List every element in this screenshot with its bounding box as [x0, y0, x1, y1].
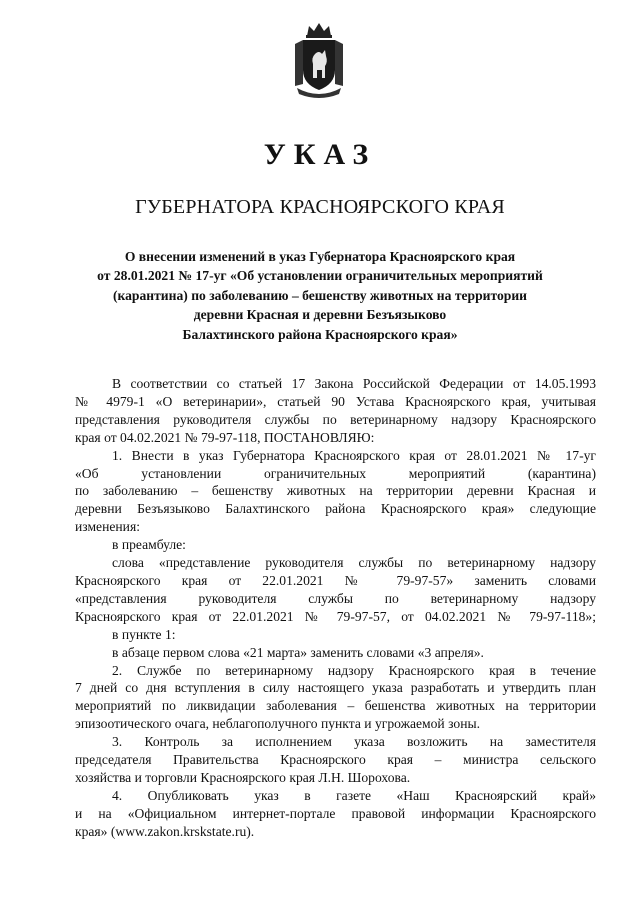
body-line: края» (www.zakon.krskstate.ru).: [75, 823, 255, 839]
body-line: 3. Контроль за исполнением указа возложить на заместителя: [112, 734, 596, 750]
body-line: 4. Опубликовать указ в газете «Наш Красноярский край»: [112, 787, 596, 803]
body-line: «Об установлении ограничительных мероприятий (карантина): [75, 465, 596, 481]
body-line: изменения:: [75, 519, 140, 535]
body-line: и на «Официальном интернет-портале правовой информации Красноярского: [75, 805, 596, 821]
document-body: [75, 375, 596, 841]
body-line: хозяйства и торговли Красноярского края Л.Н. Шорохова.: [75, 769, 411, 785]
document-title: УКАЗ: [263, 138, 377, 171]
body-line: в пункте 1:: [112, 626, 176, 642]
body-line: в преамбуле:: [112, 537, 186, 553]
body-line: «представления руководителя службы по ветеринарному надзору: [75, 590, 596, 606]
body-line: 7 дней со дня вступления в силу настоящего указа разработать и утвердить план: [75, 680, 596, 696]
body-line: В соответствии со статьей 17 Закона Российской Федерации от 14.05.1993: [112, 376, 596, 391]
body-line: эпизоотического очага, неблагополучного пункта и угрожаемой зоны.: [75, 716, 480, 732]
body-line: по заболеванию – бешенству животных на территории деревни Красная и: [75, 483, 596, 499]
subject-line: Балахтинского района Красноярского края»: [182, 326, 458, 342]
coat-of-arms-emblem: [289, 20, 349, 100]
body-line: деревни Безъязыково Балахтинского района Красноярского края» следующие: [75, 501, 596, 517]
body-line: мероприятий по ликвидации заболевания – бешенства животных на территории: [75, 698, 596, 714]
subject-line: деревни Красная и деревни Безъязыково: [193, 307, 447, 323]
body-line: края от 04.02.2021 № 79-97-118, ПОСТАНОВЛЯЮ:: [75, 429, 375, 445]
body-line: представления руководителя службы по ветеринарному надзору Красноярского: [75, 411, 596, 427]
document-issuer: ГУБЕРНАТОРА КРАСНОЯРСКОГО КРАЯ: [135, 196, 505, 218]
subject-line: (карантина) по заболеванию – бешенству животных на территории: [112, 287, 528, 303]
body-line: Красноярского края от 22.01.2021 № 79-97-57, от 04.02.2021 № 79-97-118»;: [75, 608, 596, 624]
body-line: 1. Внести в указ Губернатора Красноярского края от 28.01.2021 № 17-уг: [112, 447, 596, 463]
document-subject: [70, 247, 570, 344]
body-line: 2. Службе по ветеринарному надзору Красноярского края в течение: [112, 662, 596, 678]
body-line: в абзаце первом слова «21 марта» заменить словами «3 апреля».: [112, 644, 484, 660]
body-line: № 4979-1 «О ветеринарии», статьей 90 Устава Красноярского края, учитывая: [75, 393, 596, 409]
subject-line: О внесении изменений в указ Губернатора Красноярского края: [124, 249, 516, 264]
body-line: председателя Правительства Красноярского края – министра сельского: [75, 752, 596, 768]
subject-line: от 28.01.2021 № 17-уг «Об установлении ограничительных мероприятий: [97, 268, 543, 284]
body-line: Красноярского края от 22.01.2021 № 79-97-57» заменить словами: [75, 572, 596, 588]
body-line: слова «представление руководителя службы по ветеринарному надзору: [112, 555, 596, 571]
